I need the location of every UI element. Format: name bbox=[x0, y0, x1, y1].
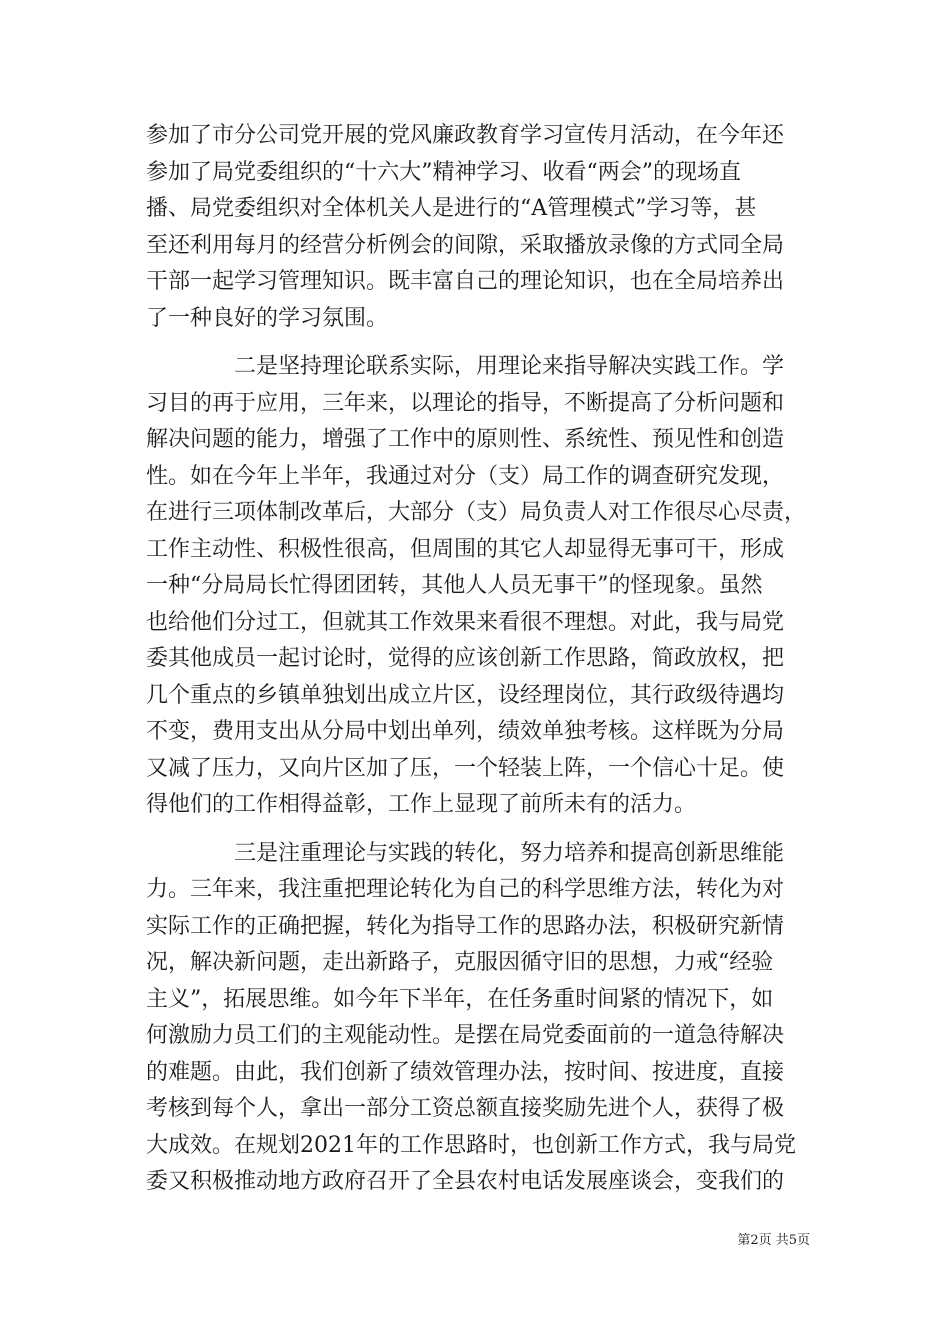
document-body bbox=[146, 118, 806, 1201]
text-line: 一种“分局局长忙得团团转，其他人人员无事干”的怪现象。虽然 bbox=[146, 573, 763, 598]
paragraph-1 bbox=[146, 118, 806, 337]
text-line: 二是坚持理论联系实际，用理论来指导解决实践工作。学 bbox=[234, 354, 785, 379]
text-line: 委又积极推动地方政府召开了全县农村电话发展座谈会，变我们的 bbox=[146, 1169, 785, 1194]
text-line: 得他们的工作相得益彰，工作上显现了前所未有的活力。 bbox=[146, 792, 697, 817]
text-line: 何激励力员工们的主观能动性。是摆在局党委面前的一道急待解决 bbox=[146, 1023, 785, 1048]
text-line: 干部一起学习管理知识。既丰富自己的理论知识，也在全局培养出 bbox=[146, 269, 785, 294]
text-line: 大成效。在规划2021年的工作思路时，也创新工作方式，我与局党 bbox=[146, 1132, 796, 1158]
text-line: 性。如在今年上半年，我通过对分（支）局工作的调查研究发现， bbox=[146, 463, 785, 489]
page-number: 第2页 共5页 bbox=[737, 1233, 810, 1248]
text-line: 也给他们分过工，但就其工作效果来看很不理想。对此，我与局党 bbox=[146, 609, 785, 635]
text-line: 实际工作的正确把握，转化为指导工作的思路办法，积极研究新情 bbox=[146, 913, 785, 939]
text-line: 工作主动性、积极性很高，但周围的其它人却显得无事可干，形成 bbox=[146, 536, 785, 562]
text-line: 在进行三项体制改革后，大部分（支）局负责人对工作很尽心尽责， bbox=[146, 500, 807, 525]
text-line: 了一种良好的学习氛围。 bbox=[146, 305, 389, 331]
text-line: 委其他成员一起讨论时，觉得的应该创新工作思路，简政放权，把 bbox=[146, 646, 785, 671]
text-line: 主义”，拓展思维。如今年下半年，在任务重时间紧的情况下，如 bbox=[146, 986, 774, 1012]
text-line: 又减了压力，又向片区加了压，一个轻装上阵，一个信心十足。使 bbox=[146, 755, 785, 781]
text-line: 参加了局党委组织的“十六大”精神学习、收看“两会”的现场直 bbox=[146, 159, 741, 185]
text-line: 况，解决新问题，走出新路子，克服因循守旧的思想，力戒“经验 bbox=[146, 950, 774, 975]
text-line: 不变，费用支出从分局中划出单列，绩效单独考核。这样既为分局 bbox=[146, 719, 785, 744]
text-line: 播、局党委组织对全体机关人是进行的“A管理模式”学习等，甚 bbox=[146, 196, 757, 221]
text-line: 几个重点的乡镇单独划出成立片区，设经理岗位，其行政级待遇均 bbox=[146, 682, 785, 708]
text-line: 力。三年来，我注重把理论转化为自己的科学思维方法，转化为对 bbox=[146, 877, 785, 902]
text-line: 三是注重理论与实践的转化，努力培养和提高创新思维能 bbox=[234, 840, 785, 866]
text-line: 习目的再于应用，三年来，以理论的指导，不断提高了分析问题和 bbox=[146, 390, 785, 416]
paragraph-2 bbox=[146, 349, 806, 824]
text-line: 的难题。由此，我们创新了绩效管理办法，按时间、按进度，直接 bbox=[146, 1059, 785, 1085]
text-line: 考核到每个人，拿出一部分工资总额直接奖励先进个人，获得了极 bbox=[146, 1096, 785, 1121]
text-line: 参加了市分公司党开展的党风廉政教育学习宣传月活动，在今年还 bbox=[146, 123, 785, 148]
text-line: 至还利用每月的经营分析例会的间隙，采取播放录像的方式同全局 bbox=[146, 232, 785, 258]
paragraph-3 bbox=[146, 836, 806, 1201]
text-line: 解决问题的能力，增强了工作中的原则性、系统性、预见性和创造 bbox=[146, 427, 785, 452]
